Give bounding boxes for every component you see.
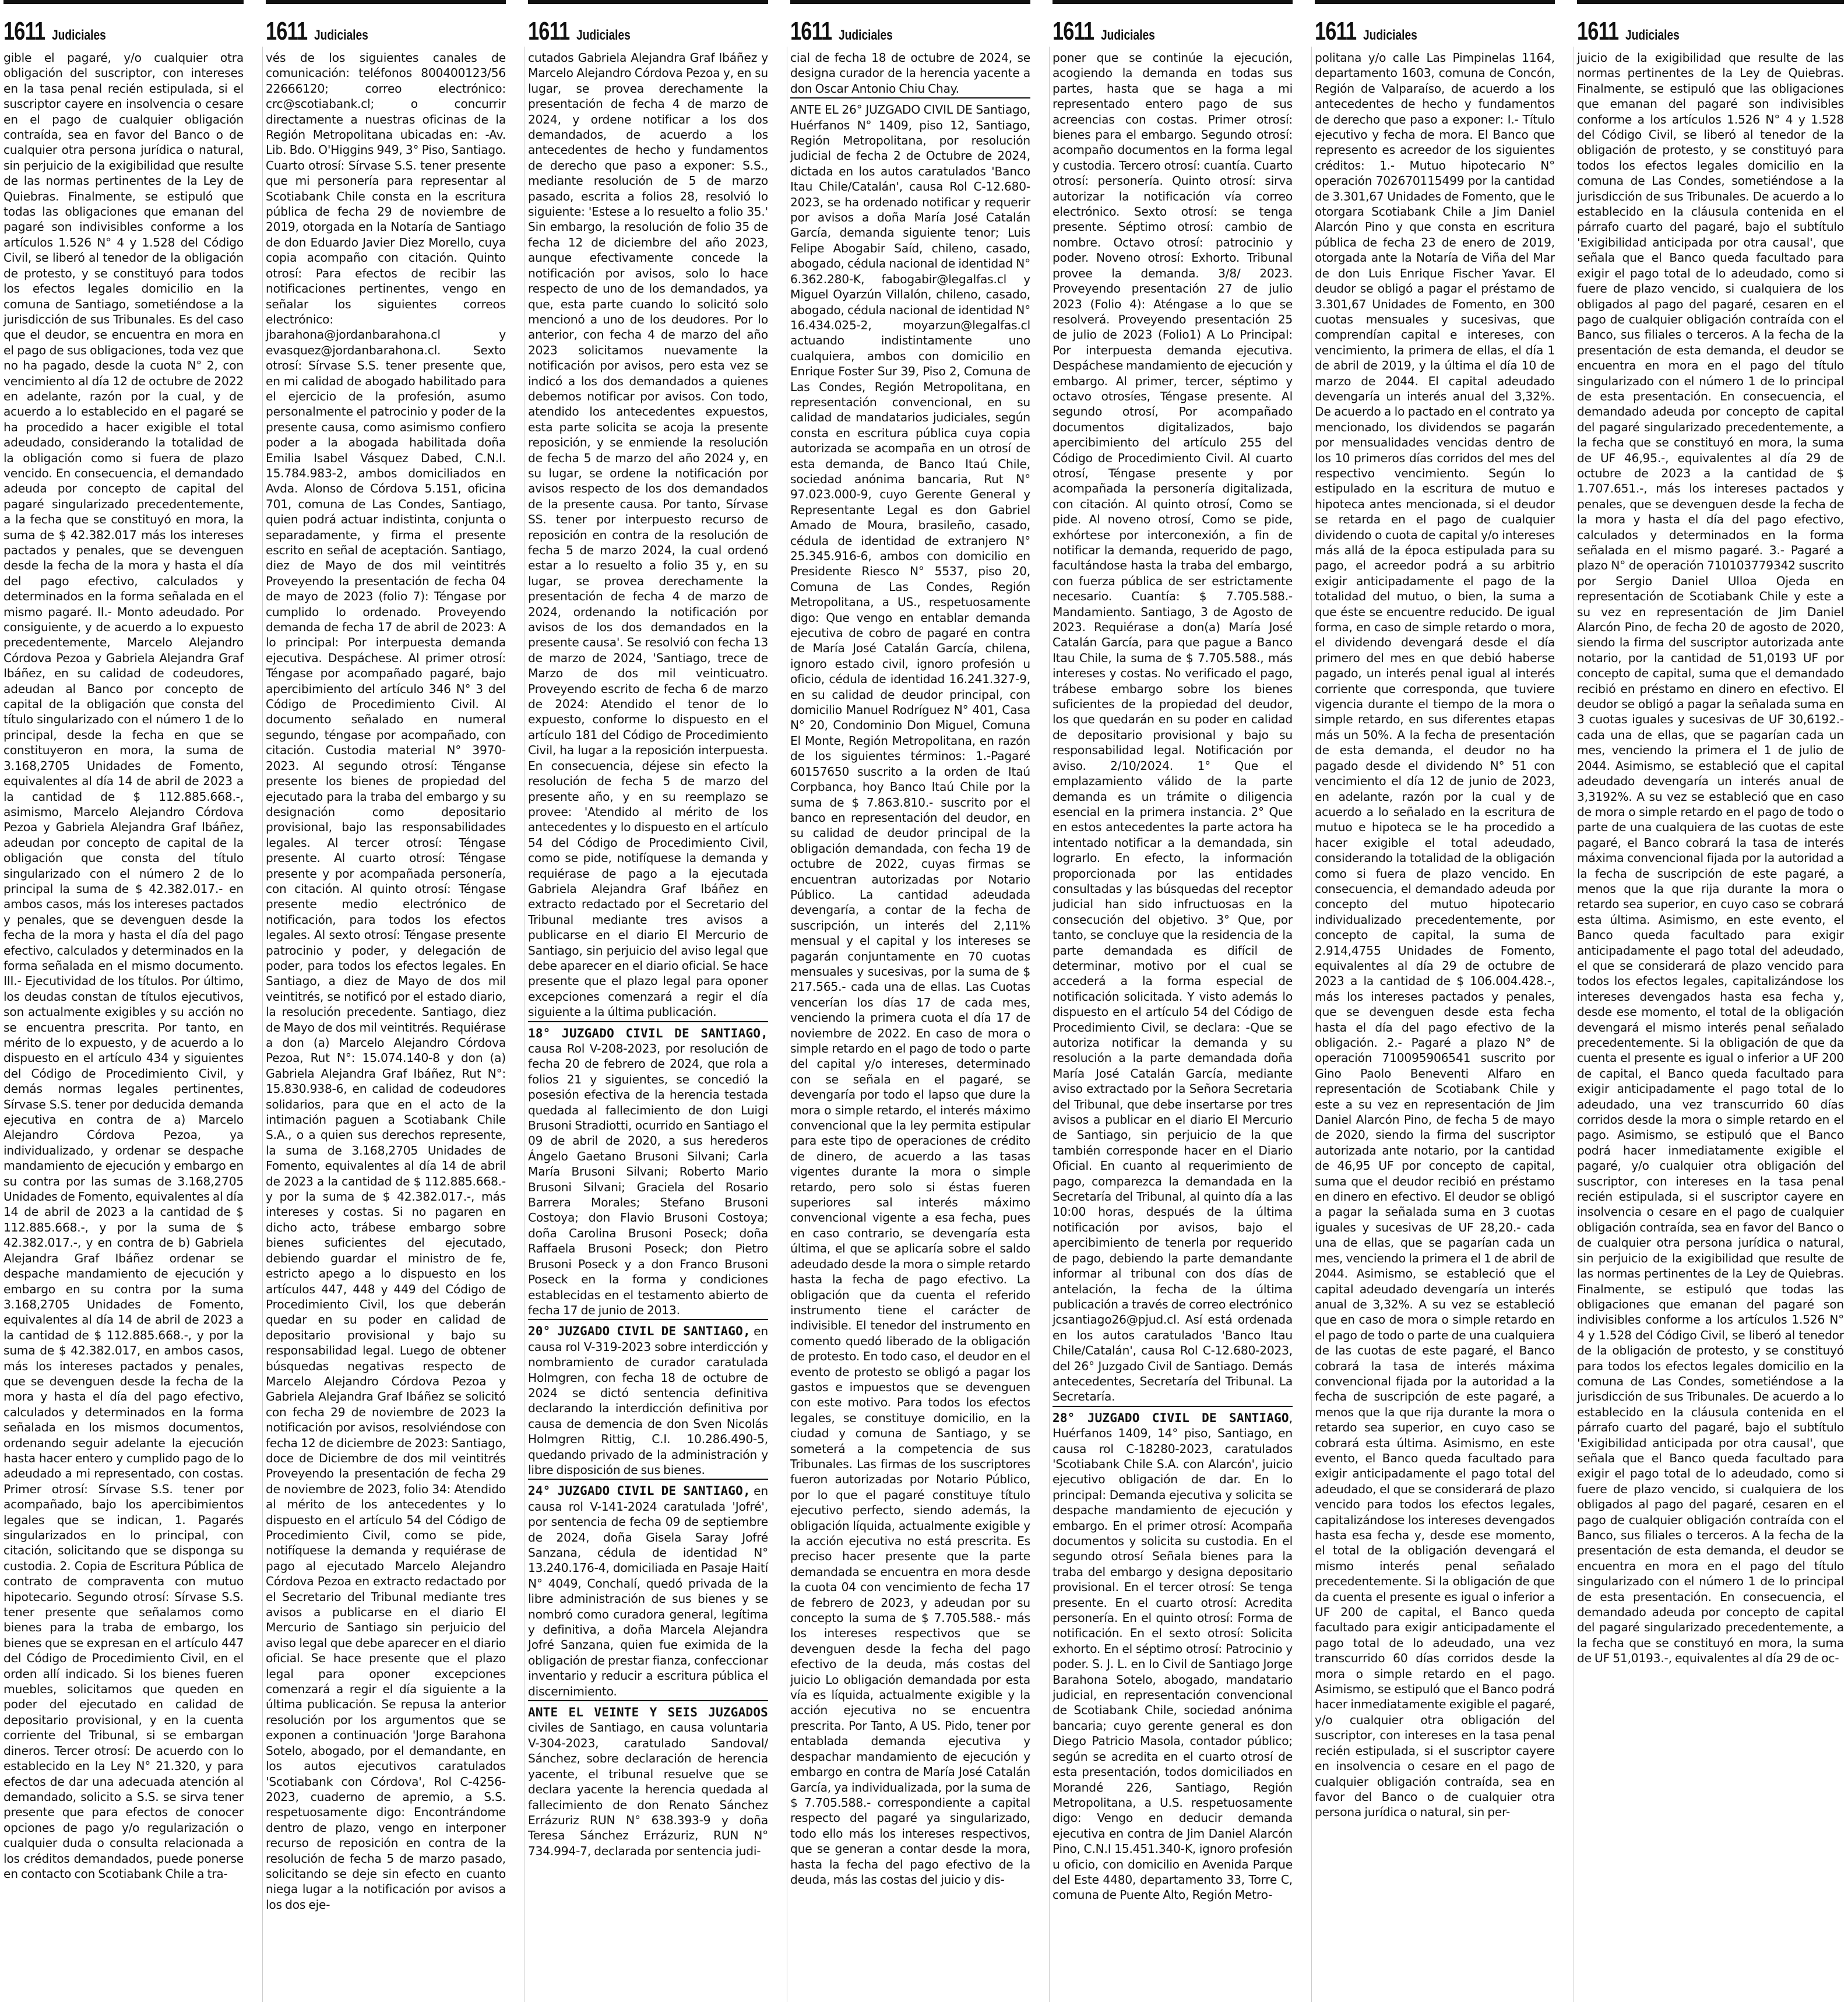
section-title: Judiciales (576, 27, 631, 43)
court-heading: 20° JUZGADO CIVIL DE SANTIAGO, (528, 1324, 751, 1339)
column-header (1053, 0, 1293, 47)
column-header (1315, 0, 1555, 47)
column-6 (1311, 0, 1557, 2002)
notice-26-juzgado-civil: ANTE EL 26° JUZGADO CIVIL DE Santiago, Huérfanos N° 1409, piso 12, Santiago, Región Metropolitana, por resolución judicial de fecha 2 de Octubre de 2024, dictada en los autos caratulados 'Banco Itau Chile/Catalán', causa Rol C-12.680-2023, se ha ordenado notificar y requerir por avisos a doña María José Catalán García, demanda siguiente tenor; Luis Felipe Abogabir Saíd, chileno, casado, abogado, cédula nacional de identidad N° 6.362.280-K, fabogabir@legalfas.cl y Miguel Oyarzún Villalón, chileno, casado, abogado, cédula nacional de identidad N° 16.434.025-2, moyarzun@legalfas.cl actuando indistintamente uno cualquiera, ambos con domicilio en Enrique Foster Sur 39, Piso 2, Comuna de Las Condes, Región Metropolitana, en representación convencional, en su calidad de mandatarios judiciales, según consta en escritura pública cuya copia autorizada se acompaña en un otrosí de esta demanda, de Banco Itaú Chile, sociedad anónima bancaria, Rut N° 97.023.000-9, cuyo Gerente General y Representante Legal es don Gabriel Amado de Moura, brasileño, casado, cédula de identidad de extranjero N° 25.345.916-6, ambos con domicilio en Presidente Riesco N° 5537, piso 20, Comuna de Las Condes, Región Metropolitana, a US., respetuosamente digo: Que vengo en entablar demanda ejecutiva de cobro de pagaré en contra de María José Catalán García, chilena, ignoro estado civil, ignoro profesión u oficio, cédula de identidad 16.241.327-9, en su calidad de deudor principal, con domicilio Manuel Rodríguez N° 401, Casa N° 20, Condominio Don Miguel, Comuna El Monte, Región Metropolitana, en razón de los siguientes términos: 1.-Pagaré 60157650 suscrito a la orden de Itaú Corpbanca, hoy Banco Itaú Chile por la suma de $ 7.863.810.- suscrito por el banco en representación del deudor, en su calidad de deudor principal de la obligación demandada, con fecha 19 de octubre de 2022, cuyas firmas se encuentran autorizadas por Notario Público. La cantidad adeudada devengaría, a contar de la fecha de suscripción, un interés del 2,11% mensual y el capital y los intereses se pagarán conjuntamente en 70 cuotas mensuales y sucesivas, por la suma de $ 217.565.- cada una de ellas. Las Cuotas vencerían los días 17 de cada mes, venciendo la primera cuota el día 17 de noviembre de 2022. En caso de mora o simple retardo en el pago de todo o parte del capital y/o intereses, determinado con se señala en el pagaré, se devengaría por todo el lapso que dure la mora o simple retardo, el interés máximo convencional que la ley permita estipular para este tipo de operaciones de crédito de dinero, de acuerdo a las tasas vigentes durante la mora o simple retardo, pero solo si éstas fueren superiores sal interés máximo convencional vigente a esa fecha, pues en caso contrario, se devengaría esta última, el que se aplicaría sobre el saldo adeudado desde la mora o simple retardo hasta la fecha de pago efectivo. La obligación que da cuenta el referido instrumento tiene el carácter de indivisible. El tenedor del instrumento en comento quedó liberado de la obligación de protesto. En todo caso, el deudor en el evento de protesto se obligó a pagar los gastos e impuestos que se devenguen con este motivo. Para todos los efectos legales, se constituye domicilio, en la ciudad y comuna de Santiago, y se someterá a la competencia de sus Tribunales. Las firmas de los suscriptores fueron autorizadas por Notario Público, por lo que el pagaré constituye título ejecutivo perfecto, siendo además, la obligación líquida, actualmente exigible y la acción ejecutiva no está prescrita. Es preciso hacer presente que la parte demandada se encuentra en mora desde la cuota 04 con vencimiento de fecha 17 de febrero de 2023, y adeudan por su concepto la suma de $ 7.705.588.- más los intereses respectivos que se devenguen desde la fecha del pago efectivo de la deuda, más costas del juicio Lo obligación demandada por esta vía es líquida, actualmente exigible y la acción ejecutiva no se encuentra prescrita. Por Tanto, A US. Pido, tener por entablada demanda ejecutiva y despachar mandamiento de ejecución y embargo en contra de María José Catalán García, ya individualizada, por la suma de $ 7.705.588.- correspondiente a capital respecto del pagaré ya singularizado, todo ello más los intereses respectivos, que se generan a contar desde la mora, hasta la fecha del pago efectivo de la deuda, más las costas del juicio y dis- (790, 97, 1030, 1887)
edition-number: 1611 (1577, 17, 1619, 45)
paragraph: politana y/o calle Las Pimpinelas 1164, departamento 1603, comuna de Concón, Región de Valparaíso, de acuerdo a los antecedentes de hecho y fundamentos de derecho que paso a exponer: I.- Título ejecutivo y fecha de mora. El Banco que represento es acreedor de los siguientes créditos: 1.- Mutuo hipotecario N° operación 702670115499 por la cantidad de 3.301,67 Unidades de Fomento, que le otorgara Scotiabank Chile a Jim Daniel Alarcón Pino y que consta en escritura pública de fecha 23 de enero de 2019, otorgada ante la Notaría de Viña del Mar de don Luis Enrique Fischer Yavar. El deudor se obligó a pagar el préstamo de 3.301,67 Unidades de Fomento, en 300 cuotas mensuales y sucesivas, que comprendían capital e intereses, con vencimiento, la primera de ellas, el día 1 de abril de 2019, y la última el día 10 de marzo de 2044. El capital adeudado devengaría un interés anual del 3,32%. De acuerdo a lo pactado en el contrato ya mencionado, los dividendos se pagarán por mensualidades vencidas dentro de los 10 primeros días corridos del mes del respectivo vencimiento. Según lo estipulado en la escritura de mutuo e hipoteca antes mencionada, si el deudor se retarda en el pago de cualquier dividendo o cuota de capital y/o intereses más allá de la época estipulada para su pago, el acreedor podrá a su arbitrio exigir anticipadamente el pago de la totalidad del mutuo, o bien, la suma a que éste se encuentre reducido. De igual forma, en caso de simple retardo o mora, el dividendo devengará desde el día primero del mes en que debió haberse pagado, un interés penal igual al interés corriente que corresponda, que tuviere vigencia durante el tiempo de la mora o simple retardo, en sus diferentes etapas más un 50%. A la fecha de presentación de esta demanda, el deudor no ha pagado desde el dividendo N° 51 con vencimiento el día 12 de junio de 2023, en adelante, razón por la cual y de acuerdo a lo señalado en la escritura de mutuo e hipoteca se le ha procedido a hacer exigible el total adeudado, considerando la totalidad de la obligación como si fuera de plazo vencido. En consecuencia, el demandado adeuda por concepto del mutuo hipotecario individualizado precedentemente, por concepto de capital, la suma de 2.914,4755 Unidades de Fomento, equivalentes al día 29 de octubre de 2023 a la cantidad de $ 106.004.428.-, más los intereses pactados y penales, que se devenguen desde esta fecha hasta el día del pago efectivo de la obligación. 2.- Pagaré a plazo N° de operación 710095906541 suscrito por Gino Paolo Beneventi Alfaro en representación de Scotiabank Chile y este a su vez en representación de Jim Daniel Alarcón Pino, de fecha 5 de mayo de 2020, siendo la firma del suscriptor autorizada ante notario, por la cantidad de 46,95 UF por concepto de capital, suma que el deudor recibió en préstamo en dinero en efectivo. El deudor se obligó a pagar la señalada suma en 3 cuotas iguales y sucesivas de UF 28,20.- cada una de ellas, que se pagarían cada un mes, venciendo la primera el 1 de abril de 2044. Asimismo, se estableció que el capital adeudado devengaría un interés anual de 3,32%. A su vez se estableció que en caso de mora o simple retardo en el pago de todo o parte de una cualquiera de las cuotas de este pagaré, el Banco cobrará la tasa de interés máxima convencional fijada por la autoridad a la fecha de suscripción de este pagaré, a menos que la que rija durante la mora o retardo sea superior, en cuyo caso se cobrará esta última. Asimismo, en este evento, el Banco queda facultado para exigir anticipadamente el pago total del adeudado, el que se considerará de plazo vencido para todos los efectos legales, capitalizándose los intereses devengados hasta esa fecha y, desde ese momento, el total de la obligación devengará el mismo interés penal señalado precedentemente. Si la obligación de que da cuenta el presente es igual o inferior a UF 200 de capital, el Banco queda facultado para exigir anticipadamente el pago total de lo adeudado, una vez transcurrido 60 días corridos desde la mora o simple retardo en el pago. Asimismo, se estipuló que el Banco podrá hacer inmediatamente exigible el pagaré, y/o cualquier otra obligación del suscriptor, con intereses en la tasa penal recién estipulada, si el suscriptor cayere en insolvencia o cesare en el pago de cualquier obligación contraída, sea en favor del Banco o de cualquier otra persona jurídica o natural, sin per- (1315, 51, 1555, 1820)
section-title: Judiciales (839, 27, 893, 43)
edition-number: 1611 (528, 17, 570, 45)
notice-24-juzgado: 24° JUZGADO CIVIL DE SANTIAGO, en causa rol V-141-2024 caratulada 'Jofré', por sentencia de fecha 09 de septiembre de 2024, doña Gisela Saray Jofré Sanzana, cédula de identidad N° 13.240.176-4, domiciliada en Pasaje Haití N° 4049, Conchalí, quedó privada de la libre administración de sus bienes y se nombró como curadora general, legítima y definitiva, a doña Marcela Alejandra Jofré Sanzana, quien fue eximida de la obligación de prestar fianza, confeccionar inventario y reducir a escritura pública el discernimiento. (528, 1479, 768, 1699)
section-title: Judiciales (52, 27, 107, 43)
section-title: Judiciales (1101, 27, 1156, 43)
column-2 (262, 0, 508, 2002)
paragraph: vés de los siguientes canales de comunicación: teléfonos 800400123/56 22666120; correo electrónico: crc@scotiabank.cl; o concurrir directamente a nuestras oficinas de la Región Metropolitana ubicadas en: -Av. Lib. Bdo. O'Higgins 949, 3° Piso, Santiago. Cuarto otrosí: Sírvase S.S. tener presente que mi personería para representar al Scotiabank Chile consta en la escritura pública de fecha 29 de noviembre de 2019, otorgada en la Notaría de Santiago de don Eduardo Javier Diez Morello, cuya copia acompaño con citación. Quinto otrosí: Para efectos de recibir las notificaciones pertinentes, vengo en señalar los siguientes correos electrónico: jbarahona@jordanbarahona.cl y evasquez@jordanbarahona.cl. Sexto otrosí: Sírvase S.S. tener presente que, en mi calidad de abogado habilitado para el ejercicio de la profesión, asumo personalmente el patrocinio y poder de la presente causa, como asimismo confiero poder a la abogada habilitada doña Emilia Isabel Vásquez Dabed, C.N.I. 15.784.983-2, ambos domiciliados en Avda. Alonso de Córdova 5.151, oficina 701, comuna de Las Condes, Santiago, quien podrá actuar indistinta, conjunta o separadamente, y firma el presente escrito en señal de aceptación. Santiago, diez de Mayo de dos mil veintitrés Proveyendo la presentación de fecha 04 de mayo de 2023 (folio 7): Téngase por cumplido lo ordenado. Proveyendo demanda de fecha 17 de abril de 2023: A lo principal: Por interpuesta demanda ejecutiva. Despáchese. Al primer otrosí: Téngase por acompañado pagaré, bajo apercibimiento del artículo 346 N° 3 del Código de Procedimiento Civil. Al documento señalado en numeral segundo, téngase por acompañado, con citación. Custodia material N° 3970-2023. Al segundo otrosí: Ténganse presente los bienes de propiedad del ejecutado para la traba del embargo y su designación como depositario provisional, bajo las responsabilidades legales. Al tercer otrosí: Téngase presente. Al cuarto otrosí: Téngase presente y por acompañada personería, con citación. Al quinto otrosí: Téngase presente medio electrónico de notificación, para todos los efectos legales. Al sexto otrosí: Téngase presente patrocinio y poder, y delegación de poder, para todos los efectos legales. En Santiago, a diez de Mayo de dos mil veintitrés, se notificó por el estado diario, la resolución precedente. Santiago, diez de Mayo de dos mil veintitrés. Requiérase a don (a) Marcelo Alejandro Córdova Pezoa, Rut N°: 15.074.140-8 y don (a) Gabriela Alejandra Graf Ibáñez, Rut N°: 15.830.938-6, en calidad de codeudores solidarios, para que en el acto de la intimación paguen a Scotiabank Chile S.A., o a quien sus derechos represente, la suma de 3.168,2705 Unidades de Fomento, equivalentes al día 14 de abril de 2023 a la cantidad de $ 112.885.668.- y por la suma de $ 42.382.017.-, más intereses y costas. Si no pagaren en dicho acto, trábese embargo sobre bienes suficientes del ejecutado, debiendo guardar el ministro de fe, estricto apego a lo dispuesto en los artículos 447, 448 y 449 del Código de Procedimiento Civil, los que deberán quedar en su poder en calidad de depositario provisional y bajo su responsabilidad legal. Luego de obtener búsquedas negativas respecto de Marcelo Alejandro Córdova Pezoa y Gabriela Alejandra Graf Ibáñez se solicitó con fecha 29 de noviembre de 2023 la notificación por avisos, resolviéndose con fecha 12 de diciembre de 2023: Santiago, doce de Diciembre de dos mil veintitrés Proveyendo la presentación de fecha 29 de noviembre de 2023, folio 34: Atendido al mérito de los antecedentes y lo dispuesto en el artículo 54 del Código de Procedimiento Civil, como se pide, notifíquese la demanda y requiérase de pago al ejecutado Marcelo Alejandro Córdova Pezoa en extracto redactado por el Secretario del Tribunal mediante tres avisos a publicarse en el diario El Mercurio de Santiago sin perjuicio del aviso legal que debe aparecer en el diario oficial. Se hace presente que el plazo legal para oponer excepciones comenzará a regir el día siguiente a la última publicación. Se repusa la anterior resolución por los argumentos que se exponen a continuación 'Jorge Barahona Sotelo, abogado, por el demandante, en los autos ejecutivos caratulados 'Scotiabank con Córdova', Rol C-4256-2023, cuaderno de apremio, a S.S. respetuosamente digo: Encontrándome dentro de plazo, vengo en interponer recurso de reposición en contra de la resolución de fecha 5 de marzo pasado, solicitando se deje sin efecto en cuanto niega lugar a la notificación por avisos a los dos eje- (266, 51, 506, 1912)
edition-number: 1611 (790, 17, 832, 45)
column-header (1577, 0, 1844, 47)
edition-number: 1611 (1053, 17, 1094, 45)
column-1 (0, 0, 246, 2002)
paragraph: poner que se continúe la ejecución, acogiendo la demanda en todas sus partes, hasta que se haga a mi representado entero pago de sus acreencias con costas. Primer otrosí: bienes para el embargo. Segundo otrosí: acompaño documentos en la forma legal y custodia. Tercero otrosí: cuantía. Cuarto otrosí: personería. Quinto otrosí: sirva autorizar la notificación vía correo electrónico. Sexto otrosí: se tenga presente. Séptimo otrosí: cambio de nombre. Octavo otrosí: patrocinio y poder. Noveno otrosí: Exhorto. Tribunal provee la demanda. 3/8/ 2023. Proveyendo presentación 27 de julio 2023 (Folio 4): Aténgase a lo que se resolverá. Proveyendo presentación 25 de julio de 2023 (Folio1) A Lo Principal: Por interpuesta demanda ejecutiva. Despáchese mandamiento de ejecución y embargo. Al primer, tercer, séptimo y octavo otrosíes, Téngase presente. Al segundo otrosí, Por acompañado documentos digitalizados, bajo apercibimiento del artículo 255 del Código de Procedimiento Civil. Al cuarto otrosí, Téngase presente y por acompañada la personería digitalizada, con citación. Al quinto otrosí, Como se pide. Al noveno otrosí, Como se pide, exhórtese por interconexión, a fin de notificar la demanda, requerido de pago, facultándose hasta la traba del embargo, con fuerza pública de ser estrictamente necesario. Cuantía: $ 7.705.588.- Mandamiento. Santiago, 3 de Agosto de 2023. Requiérase a don(a) María José Catalán García, para que pague a Banco Itau Chile, la suma de $ 7.705.588., más intereses y costas. No verificado el pago, trábese embargo sobre los bienes suficientes de la propiedad del deudor, los que quedarán en su poder en calidad de depositario provisional y bajo su responsabilidad legal. Notificación por aviso. 2/10/2024. 1° Que el emplazamiento válido de la parte demanda es un trámite o diligencia esencial en la primera instancia. 2° Que en estos antecedentes la parte actora ha intentado notificar a la demandada, sin lograrlo. En efecto, la información proporcionada por las entidades consultadas y las búsquedas del receptor judicial han sido infructuosas en la consecución del objetivo. 3° Que, por tanto, se concluye que la residencia de la parte demandada es difícil de determinar, motivo por el cual se accederá a la forma especial de notificación solicitada. Y visto además lo dispuesto en el artículo 54 del Código de Procedimiento Civil, se declara: -Que se autoriza notificar la demanda y su resolución a la parte demandada doña María José Catalán García, mediante aviso extractado por la Señora Secretaria del Tribunal, que debe insertarse por tres avisos a publicar en el diario El Mercurio de Santiago, sin perjuicio de la que también corresponde hacer en el Diario Oficial. En cuanto al requerimiento de pago, comparezca la demandada en la Secretaría del Tribunal, al quinto día a las 10:00 horas, después de la última notificación por avisos, bajo el apercibimiento de tenerla por requerido de pago, debiendo la parte demandante informar al tribunal con dos días de antelación, la fecha de la última publicación a través de correo electrónico jcsantiago26@pjud.cl. Así está ordenada en los autos caratulados 'Banco Itau Chile/Catalán', causa Rol C-12.680-2023, del 26° Juzgado Civil de Santiago. Demás antecedentes, Secretaría del Tribunal. La Secretaría. (1053, 51, 1293, 1404)
column-body (528, 50, 768, 1859)
court-heading: 24° JUZGADO CIVIL DE SANTIAGO, (528, 1484, 751, 1498)
paragraph: cutados Gabriela Alejandra Graf Ibáñez y Marcelo Alejandro Córdova Pezoa y, en su lugar, se provea derechamente la presentación de fecha 4 de marzo de 2024, y ordene notificar a los dos demandados, de acuerdo a los antecedentes de hecho y fundamentos de derecho que paso a exponer: S.S., mediante resolución de 5 de marzo pasado, escrita a folios 28, resolvió lo siguiente: 'Estese a lo resuelto a folio 35.' Sin embargo, la resolución de folio 35 de fecha 12 de diciembre del año 2023, aunque efectivamente concede la notificación por avisos, solo lo hace respecto de uno de los demandados, ya que, esta parte cuando lo solicitó solo mencionó a uno de los deudores. Por lo anterior, con fecha 4 de marzo del año 2023 solicitamos nuevamente la notificación por avisos, pero esta vez se indicó a los dos demandados a quienes debemos notificar por avisos. Con todo, atendido los antecedentes expuestos, esta parte solicita se acoja la presente reposición, y se enmiende la resolución de fecha 5 de marzo del año 2024 y, en su lugar, se ordene la notificación por avisos respecto de los dos demandados de la presente causa. Por tanto, Sírvase SS. tener por interpuesto recurso de reposición en contra de la resolución de fecha 5 de marzo 2024, la cual ordenó estar a lo resuelto a folio 35 y, en su lugar, se provea derechamente la presentación de fecha 4 de marzo de 2024, ordenando la notificación por avisos de los dos demandados en la presente causa'. Se resolvió con fecha 13 de marzo de 2024, 'Santiago, trece de Marzo de dos mil veinticuatro. Proveyendo escrito de fecha 6 de marzo de 2024: Atendido el tenor de lo expuesto, conforme lo dispuesto en el artículo 181 del Código de Procedimiento Civil, ha lugar a la reposición interpuesta. En consecuencia, déjese sin efecto la resolución de fecha 5 de marzo del presente año, y en su reemplazo se provee: 'Atendido al mérito de los antecedentes y lo dispuesto en el artículo 54 del Código de Procedimiento Civil, como se pide, notifíquese la demanda y requiérase de pago a la ejecutada Gabriela Alejandra Graf Ibáñez en extracto redactado por el Secretario del Tribunal mediante tres avisos a publicarse en el diario El Mercurio de Santiago, sin perjuicio del aviso legal que debe aparecer en el diario oficial. Se hace presente que el plazo legal para oponer excepciones comenzará a regir el día siguiente a la última publicación. (528, 51, 768, 1019)
column-body (266, 50, 506, 1912)
column-header (528, 0, 768, 47)
court-heading: ANTE EL VEINTE Y SEIS JUZGADOS (528, 1705, 768, 1720)
column-body (3, 50, 244, 1881)
section-title: Judiciales (1363, 27, 1418, 43)
paragraph: cial de fecha 18 de octubre de 2024, se designa curador de la herencia yacente a don Oscar Antonio Chiu Chay. (790, 51, 1030, 96)
notice-26-juzgados: ANTE EL VEINTE Y SEIS JUZGADOS civiles de Santiago, en causa voluntaria V-304-2023, caratulado Sandoval/ Sánchez, sobre declaración de herencia yacente, el tribunal resuelve que se declara yacente la herencia quedada al fallecimiento de don Renato Sánchez Errázuriz RUN N° 638.393-9 y doña Teresa Sánchez Errázuriz, RUN N° 734.994-7, declarada por sentencia judi- (528, 1700, 768, 1859)
column-header (266, 0, 506, 47)
edition-number: 1611 (1315, 17, 1357, 45)
edition-number: 1611 (3, 17, 45, 45)
column-header (3, 0, 244, 47)
column-4 (787, 0, 1033, 2002)
column-body (790, 50, 1030, 1887)
column-body (1315, 50, 1555, 1820)
notice-28-juzgado: 28° JUZGADO CIVIL DE SANTIAGO, Huérfanos 1409, 14° piso, Santiago, en causa rol C-18280-2023, caratulados 'Scotiabank Chile S.A. con Alarcón', juicio ejecutivo obligación de dar. En lo principal: Demanda ejecutiva y solicita se despache mandamiento de ejecución y embargo. En el primer otrosí: Acompaña documentos y solicita su custodia. En el segundo otrosí Señala bienes para la traba del embargo y designa depositario provisional. En el tercer otrosí: Se tenga presente. En el cuarto otrosí: Acredita personería. En el quinto otrosí: Forma de notificación. En el sexto otrosí: Solicita exhorto. En el séptimo otrosí: Patrocinio y poder. S. J. L. en lo Civil de Santiago Jorge Barahona Sotelo, abogado, mandatario judicial, en representación convencional de Scotiabank Chile, sociedad anónima bancaria; cuyo gerente general es don Diego Patricio Masola, contador público; según se acredita en el cuarto otrosí de esta presentación, todos domiciliados en Morandé 226, Santiago, Región Metropolitana, a U.S. respetuosamente digo: Vengo en deducir demanda ejecutiva en contra de Jim Daniel Alarcón Pino, C.N.I 15.451.340-K, ignoro profesión u oficio, con domicilio en Avenida Parque del Este 4480, departamento 33, Torre C, comuna de Puente Alto, Región Metro- (1053, 1406, 1293, 1903)
edition-number: 1611 (266, 17, 308, 45)
column-3 (525, 0, 770, 2002)
column-body (1577, 50, 1844, 1666)
court-heading: 18° JUZGADO CIVIL DE SANTIAGO, (528, 1026, 768, 1040)
notice-18-juzgado: 18° JUZGADO CIVIL DE SANTIAGO, causa Rol V-208-2023, por resolución de fecha 20 de febrero de 2024, que rola a folios 21 y siguientes, se concedió la posesión efectiva de la herencia testada quedada al fallecimiento de don Luigi Brusoni Stradiotti, ocurrido en Santiago el 09 de abril de 2020, a sus herederos Ángelo Gaetano Brusoni Silvani; Carla María Brusoni Silvani; Roberto Mario Brusoni Silvani; Graciela del Rosario Barrera Morales; Stefano Brusoni Costoya; don Flavio Brusoni Costoya; doña Carolina Brusoni Poseck; doña Raffaela Brusoni Poseck; don Pietro Brusoni Poseck y a don Franco Brusoni Poseck en la forma y condiciones establecidas en el testamento abierto de fecha 17 de junio de 2013. (528, 1021, 768, 1318)
paragraph: juicio de la exigibilidad que resulte de las normas pertinentes de la Ley de Quiebras. Finalmente, se estipuló que las obligaciones que emanan del pagaré son indivisibles conforme a los artículos 1.526 N° 4 y 1.528 del Código Civil, se liberó al tenedor de la obligación de protesto, y se constituyó para todos los efectos legales domicilio en la comuna de Las Condes, sometiéndose a la jurisdicción de sus Tribunales. De acuerdo a lo establecido en la cláusula contenida en el párrafo cuarto del pagaré, bajo el subtítulo 'Exigibilidad anticipada por otra causal', que señala que el Banco queda facultado para exigir el pago total de lo adeudado, como si fuere de plazo vencido, si cualquiera de los obligados al pago del pagaré, cesaren en el pago de cualquier obligación contraída con el Banco, sus filiales o terceros. A la fecha de la presentación de esta demanda, el deudor se encuentra en mora en el pago del título singularizado con el número 1 de lo principal de esta presentación. En consecuencia, el demandado adeuda por concepto de capital del pagaré singularizado precedentemente, a la fecha que se constituyó en mora, la suma de UF 46,95.-, equivalentes al día 29 de octubre de 2023 a la cantidad de $ 1.707.651.-, más los intereses pactados y penales, que se devenguen desde la fecha de la mora y hasta el día del pago efectivo, calculados y determinados en la forma señalada en el mismo pagaré. 3.- Pagaré a plazo N° de operación 710103779342 suscrito por Sergio Daniel Ulloa Ojeda en representación de Scotiabank Chile y este a su vez en representación de Jim Daniel Alarcón Pino, de fecha 20 de agosto de 2020, siendo la firma del suscriptor autorizada ante notario, por la cantidad de 51,0193 UF por concepto de capital, suma que el demandado recibió en préstamo en dinero en efectivo. El deudor se obligó a pagar la señalada suma en 3 cuotas iguales y sucesivas de UF 30,6192.- cada una de ellas, que se pagarían cada un mes, venciendo la primera el 1 de julio de 2044. Asimismo, se estableció que el capital adeudado devengaría un interés anual de 3,3192%. A su vez se estableció que en caso de mora o simple retardo en el pago de todo o parte de una cualquiera de las cuotas de este pagaré, el Banco cobrará la tasa de interés máxima convencional fijada por la autoridad a la fecha de suscripción de este pagaré, a menos que la que rija durante la mora o retardo sea superior, en cuyo caso se cobrará esta última. Asimismo, en este evento, el Banco queda facultado para exigir anticipadamente el pago total del adeudado, el que se considerará de plazo vencido para todos los efectos legales, capitalizándose los intereses devengados hasta esa fecha y, desde ese momento, el total de la obligación devengará el mismo interés penal señalado precedentemente. Si la obligación de que da cuenta el presente es igual o inferior a UF 200 de capital, el Banco queda facultado para exigir anticipadamente el pago total de lo adeudado, una vez transcurrido 60 días corridos desde la mora o simple retardo en el pago. Asimismo, se estipuló que el Banco podrá hacer inmediatamente exigible el pagaré, y/o cualquier otra obligación del suscriptor, con intereses en la tasa penal recién estipulada, si el suscriptor cayere en insolvencia o cesare en el pago de cualquier obligación contraída, sea en favor del Banco o de cualquier otra persona jurídica o natural, sin perjuicio de la exigibilidad que resulte de las normas pertinentes de la Ley de Quiebras. Finalmente, se estipuló que todas las obligaciones que emanan del pagaré son indivisibles conforme a los artículos 1.526 N° 4 y 1.528 del Código Civil, se liberó al tenedor de la obligación de protesto, y se constituyó para todos los efectos legales domicilio en la comuna de Las Condes, sometiéndose a la jurisdicción de sus Tribunales. De acuerdo a lo establecido en la cláusula contenida en el párrafo cuarto del pagaré, bajo el subtítulo 'Exigibilidad anticipada por otra causal', que señala que el Banco queda facultado para exigir el pago total de lo adeudado, como si fuere de plazo vencido, si cualquiera de los obligados al pago del pagaré, cesaren en el pago de cualquier obligación contraída con el Banco, sus filiales o terceros. A la fecha de la presentación de esta demanda, el deudor se encuentra en mora en el pago del título singularizado con el número 1 de lo principal de esta presentación. En consecuencia, el demandado adeuda por concepto de capital del pagaré singularizado precedentemente, a la fecha que se constituyó en mora, la suma de UF 51,0193.-, equivalentes al día 29 de oc- (1577, 51, 1844, 1666)
section-title: Judiciales (1625, 27, 1680, 43)
court-heading: 28° JUZGADO CIVIL DE SANTIAGO (1053, 1410, 1289, 1425)
column-5 (1049, 0, 1295, 2002)
notice-20-juzgado: 20° JUZGADO CIVIL DE SANTIAGO, en causa rol V-319-2023 sobre interdicción y nombramiento de curador caratulada Holmgren, con fecha 18 de octubre de 2024 se dictó sentencia definitiva declarando la interdicción definitiva por causa de demencia de don Sven Nicolás Holmgren Rittig, C.I. 10.286.490-5, quedando privado de la administración y libre disposición de sus bienes. (528, 1319, 768, 1477)
paragraph: gible el pagaré, y/o cualquier otra obligación del suscriptor, con intereses en la tasa penal recién estipulada, si el suscriptor cayere en insolvencia o cesare en el pago de cualquier obligación contraída, sea en favor del Banco o de cualquier otra persona jurídica o natural, sin perjuicio de la exigibilidad que resulte de las normas pertinentes de la Ley de Quiebras. Finalmente, se estipuló que todas las obligaciones que emanan del pagaré son indivisibles conforme a los artículos 1.526 N° 4 y 1.528 del Código Civil, se liberó al tenedor de la obligación de protesto, y se constituyó para todos los efectos legales domicilio en la comuna de Santiago, sometiéndose a la jurisdicción de sus Tribunales. Es del caso que el deudor, se encuentra en mora en el pago de sus obligaciones, toda vez que no ha pagado, desde la cuota N° 2, con vencimiento al día 12 de octubre de 2022 en adelante, razón por la cual, y de acuerdo a lo establecido en el pagaré se ha procedido a hacer exigible el total adeudado, considerando la totalidad de la obligación como si fuera de plazo vencido. En consecuencia, el demandado adeuda por concepto de capital del pagaré singularizado precedentemente, a la fecha que se constituyó en mora, la suma de $ 42.382.017 más los intereses pactados y penales, que se devenguen desde la fecha de la mora y hasta el día del pago efectivo, calculados y determinados en la forma señalada en el mismo pagaré. II.- Monto adeudado. Por consiguiente, y de acuerdo a lo expuesto precedentemente, Marcelo Alejandro Córdova Pezoa y Gabriela Alejandra Graf Ibáñez, en su calidad de codeudores, adeudan al Banco por concepto de capital de la obligación que consta del título singularizado con el número 1 de lo principal, desde la fecha en que se constituyeron en mora, la suma de 3.168,2705 Unidades de Fomento, equivalentes al día 14 de abril de 2023 a la cantidad de $ 112.885.668.-, asimismo, Marcelo Alejandro Córdova Pezoa y Gabriela Alejandra Graf Ibáñez, adeudan por concepto de capital de la obligación que consta del título singularizado con el número 2 de lo principal la suma de $ 42.382.017.- en ambos casos, más los intereses pactados y penales, que se devenguen desde la fecha de la mora y hasta el día del pago efectivo, calculados y determinados en la forma señalada en el mismo documento. III.- Ejecutividad de los títulos. Por último, los deudas constan de títulos ejecutivos, son actualmente exigibles y su acción no se encuentra prescrita. Por tanto, en mérito de lo expuesto, y de acuerdo a lo dispuesto en el artículo 434 y siguientes del Código de Procedimiento Civil, y demás normas legales pertinentes, Sírvase S.S. tener por deducida demanda ejecutiva en contra de a) Marcelo Alejandro Córdova Pezoa, ya individualizado, y ordenar se despache mandamiento de ejecución y embargo en su contra por las sumas de 3.168,2705 Unidades de Fomento, equivalentes al día 14 de abril de 2023 a la cantidad de $ 112.885.668.-, y por la suma de $ 42.382.017.-, y en contra de b) Gabriela Alejandra Graf Ibáñez ordenar se despache mandamiento de ejecución y embargo en su contra por la suma 3.168,2705 Unidades de Fomento, equivalentes al día 14 de abril de 2023 a la cantidad de $ 112.885.668.-, y por la suma de $ 42.382.017, en ambos casos, más los intereses pactados y penales, que se devenguen desde la fecha de la mora y hasta el día del pago efectivo, calculados y determinados en la forma señalada en los mismos documentos, ordenando seguir adelante la ejecución hasta hacer entero y cumplido pago de lo adeudado a mi representado, con costas. Primer otrosí: Sírvase S.S. tener por acompañado, bajo los apercibimientos legales que se indican, 1. Pagarés singularizados en lo principal, con citación, solicitando que se disponga su custodia. 2. Copia de Escritura Pública de contrato de compraventa con mutuo hipotecario. Segundo otrosí: Sírvase S.S. tener presente que señalamos como bienes para la traba de embargo, los bienes que se expresan en el artículo 447 del Código de Procedimiento Civil, en el orden allí indicado. Si los bienes fueren muebles, solicitamos que queden en poder del ejecutado en calidad de depositario provisional, y en la cuenta corriente del Tribunal, si se embargan dineros. Tercer otrosí: De acuerdo con lo establecido en la Ley N° 21.320, y para efectos de dar una adecuada atención al demandado, solicito a S.S. se sirva tener presente que para efectos de conocer opciones de pago y/o regularización o cualquier duda o consulta relacionada a los créditos demandados, puede ponerse en contacto con Scotiabank Chile a tra- (3, 51, 244, 1881)
column-7 (1574, 0, 1846, 2002)
column-header (790, 0, 1030, 47)
column-body (1053, 50, 1293, 1903)
section-title: Judiciales (314, 27, 369, 43)
